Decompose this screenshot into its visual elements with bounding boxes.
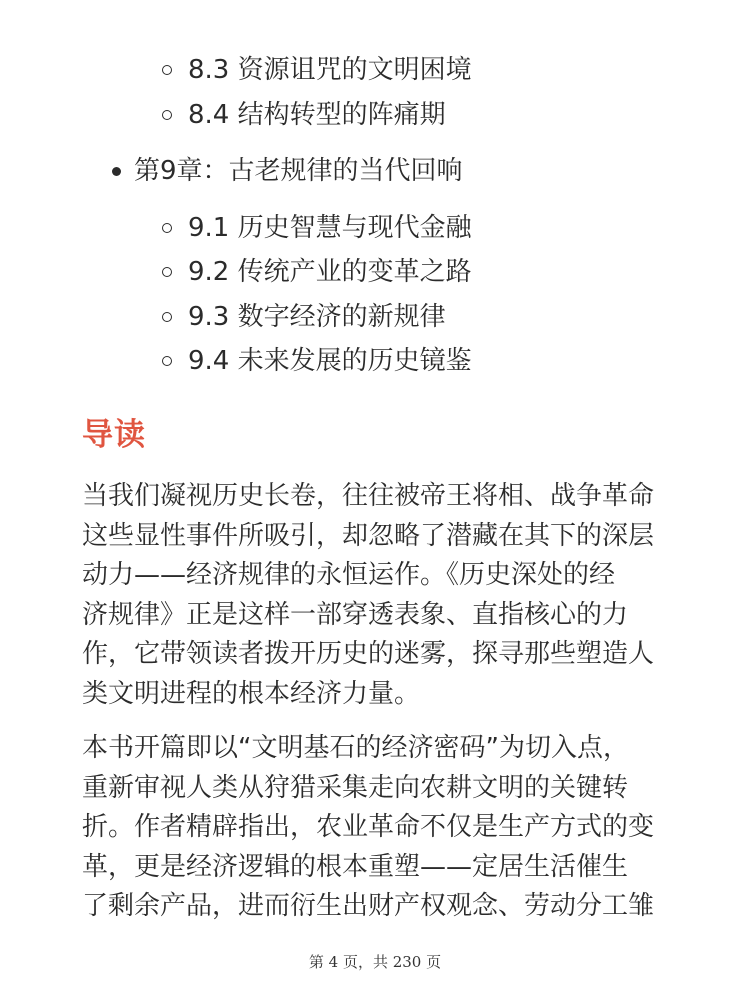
paragraph-line: 动力——经济规律的永恒运作。《历史深处的经 <box>82 560 616 590</box>
paragraph-line: 折。作者精辟指出，农业革命不仅是生产方式的变 <box>82 812 655 842</box>
body-paragraph <box>82 729 682 927</box>
toc-item-label: 9.2 传统产业的变革之路 <box>188 257 472 287</box>
disc-bullet-icon <box>112 167 121 176</box>
circle-bullet-icon <box>162 110 172 120</box>
toc-item-label: 9.3 数字经济的新规律 <box>188 301 446 332</box>
paragraph-line: 了剩余产品，进而衍生出财产权观念、劳动分工雏 <box>82 891 655 921</box>
page-number-footer: 第 4 页，共 230 页 <box>308 953 442 971</box>
paragraph-line: 本书开篇即以“文明基石的经济密码”为切入点， <box>82 733 629 763</box>
paragraph-line: 济规律》正是这样一部穿透表象、直指核心的力 <box>82 599 629 630</box>
toc-item-9-2[interactable] <box>0 250 750 295</box>
toc-item-label: 8.4 结构转型的阵痛期 <box>188 99 446 130</box>
toc-item-label: 9.4 未来发展的历史镜鉴 <box>188 346 472 376</box>
circle-bullet-icon <box>162 223 172 233</box>
circle-bullet-icon <box>162 267 172 277</box>
paragraph-line: 类文明进程的根本经济力量。 <box>82 678 421 709</box>
toc-chapter-9[interactable] <box>0 149 750 194</box>
circle-bullet-icon <box>162 356 172 366</box>
circle-bullet-icon <box>162 65 172 75</box>
paragraph-line: 当我们凝视历史长卷，往往被帝王将相、战争革命 <box>82 481 655 511</box>
toc-item-8-4[interactable] <box>0 93 750 138</box>
toc-chapter-label: 第9章：古老规律的当代回响 <box>134 156 463 186</box>
toc-item-8-3[interactable] <box>0 48 750 93</box>
circle-bullet-icon <box>162 312 172 322</box>
toc-item-9-1[interactable] <box>0 206 750 251</box>
toc-item-9-3[interactable] <box>0 295 750 340</box>
paragraph-line: 作，它带领读者拨开历史的迷雾，探寻那些塑造人 <box>82 639 655 669</box>
toc-item-9-4[interactable] <box>0 339 750 384</box>
paragraph-line: 重新审视人类从狩猎采集走向农耕文明的关键转 <box>82 772 629 803</box>
toc-item-label: 9.1 历史智慧与现代金融 <box>188 212 472 243</box>
paragraph-line: 革，更是经济逻辑的根本重塑——定居生活催生 <box>82 851 629 882</box>
paragraph-line: 这些显性事件所吸引，却忽略了潜藏在其下的深层 <box>82 520 655 551</box>
table-of-contents <box>0 48 750 384</box>
toc-item-label: 8.3 资源诅咒的文明困境 <box>188 55 472 85</box>
body-paragraph <box>82 477 682 714</box>
section-heading: 导读 <box>82 417 146 453</box>
